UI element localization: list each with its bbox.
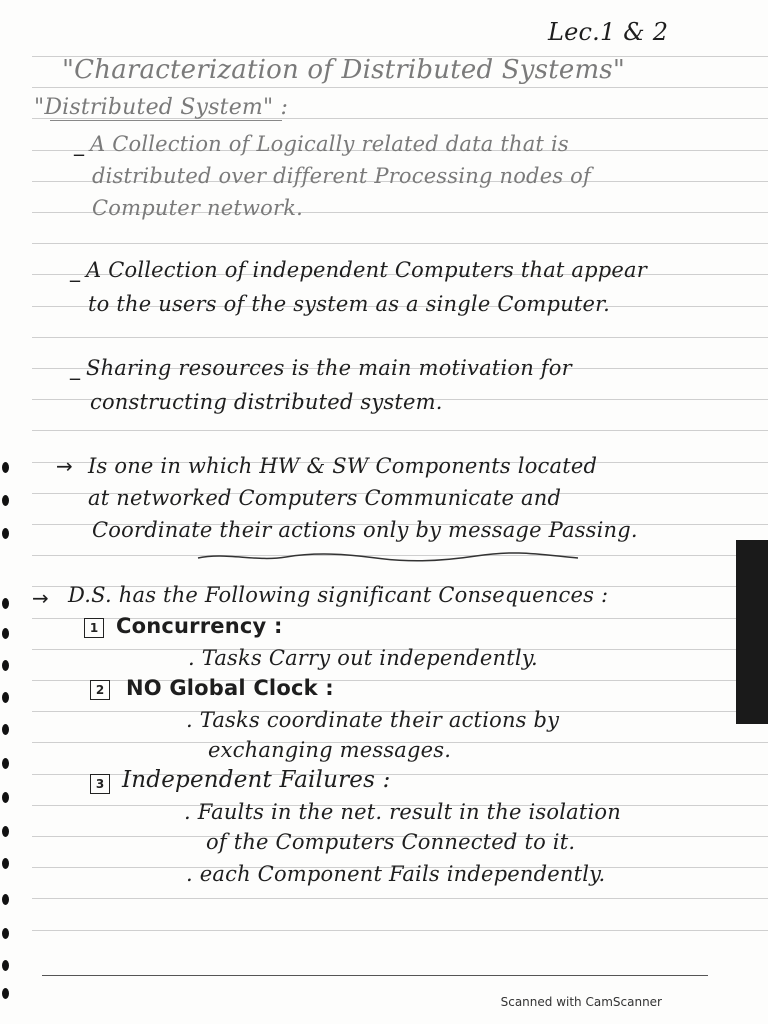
scan-edge-shadow bbox=[736, 540, 768, 724]
item-1-name: Concurrency : bbox=[116, 614, 283, 638]
definition-4-line-3: Coordinate their actions only by message Passing. bbox=[92, 518, 638, 542]
ruled-line bbox=[32, 898, 768, 899]
definition-3-marker: _ bbox=[70, 356, 80, 380]
consequences-intro: D.S. has the Following significant Consequences : bbox=[68, 583, 609, 607]
binder-hole bbox=[2, 660, 9, 671]
definition-2-line-1: A Collection of independent Computers that appear bbox=[86, 258, 648, 282]
binder-hole bbox=[2, 495, 9, 506]
bottom-rule bbox=[42, 975, 708, 976]
binder-hole bbox=[2, 988, 9, 999]
binder-hole bbox=[2, 598, 9, 609]
definition-1-marker: _ bbox=[74, 132, 84, 156]
item-1-point-1-text: Tasks Carry out independently. bbox=[201, 646, 538, 670]
binder-hole bbox=[2, 628, 9, 639]
section-divider bbox=[196, 548, 580, 566]
item-2-point-1: . Tasks coordinate their actions by bbox=[186, 708, 560, 732]
definition-4-line-1: Is one in which HW & SW Components located bbox=[88, 454, 598, 478]
scanner-watermark: Scanned with CamScanner bbox=[500, 995, 662, 1009]
item-1-number-box: 1 bbox=[84, 618, 104, 638]
section-subtitle: "Distributed System" : bbox=[34, 95, 289, 120]
definition-1-line-1: A Collection of Logically related data that is bbox=[90, 132, 569, 156]
page-title: "Characterization of Distributed Systems" bbox=[62, 55, 625, 85]
binder-hole bbox=[2, 528, 9, 539]
item-2-number-box: 2 bbox=[90, 680, 110, 700]
binder-hole bbox=[2, 960, 9, 971]
definition-2-marker: _ bbox=[70, 258, 80, 282]
item-1-point-1: . Tasks Carry out independently. bbox=[188, 646, 538, 670]
definition-1-line-3: Computer network. bbox=[92, 196, 304, 220]
item-2-point-2: exchanging messages. bbox=[208, 738, 452, 762]
definition-3-line-1: Sharing resources is the main motivation for bbox=[86, 356, 572, 380]
subtitle-underline bbox=[50, 120, 282, 121]
ruled-line bbox=[32, 337, 768, 338]
item-2-point-1-text: Tasks coordinate their actions by bbox=[199, 708, 560, 732]
binder-hole bbox=[2, 724, 9, 735]
definition-3-line-2: constructing distributed system. bbox=[90, 390, 443, 414]
definition-1-line-2: distributed over different Processing nodes of bbox=[92, 164, 591, 188]
item-3-name: Independent Failures : bbox=[122, 767, 391, 793]
binder-hole bbox=[2, 792, 9, 803]
definition-2-line-2: to the users of the system as a single Computer. bbox=[88, 292, 610, 316]
lecture-label: Lec.1 & 2 bbox=[548, 18, 669, 46]
binder-hole bbox=[2, 894, 9, 905]
item-3-point-3-text: each Component Fails independently. bbox=[199, 862, 606, 886]
ruled-line bbox=[32, 430, 768, 431]
item-3-point-1: . Faults in the net. result in the isolation bbox=[184, 800, 621, 824]
ruled-line bbox=[32, 930, 768, 931]
item-3-point-1-text: Faults in the net. result in the isolation bbox=[197, 800, 621, 824]
item-3-point-2: of the Computers Connected to it. bbox=[206, 830, 576, 854]
binder-hole bbox=[2, 692, 9, 703]
item-2-name: NO Global Clock : bbox=[126, 676, 334, 700]
item-3-point-3: . each Component Fails independently. bbox=[186, 862, 606, 886]
ruled-line bbox=[32, 243, 768, 244]
item-3-number-box: 3 bbox=[90, 774, 110, 794]
binder-hole bbox=[2, 826, 9, 837]
ruled-line bbox=[32, 87, 768, 88]
definition-4-arrow-icon: → bbox=[56, 454, 73, 478]
definition-4-line-2: at networked Computers Communicate and bbox=[88, 486, 562, 510]
binder-hole bbox=[2, 858, 9, 869]
binder-hole bbox=[2, 758, 9, 769]
binder-hole bbox=[2, 928, 9, 939]
binder-hole bbox=[2, 462, 9, 473]
consequences-arrow-icon: → bbox=[32, 586, 49, 610]
